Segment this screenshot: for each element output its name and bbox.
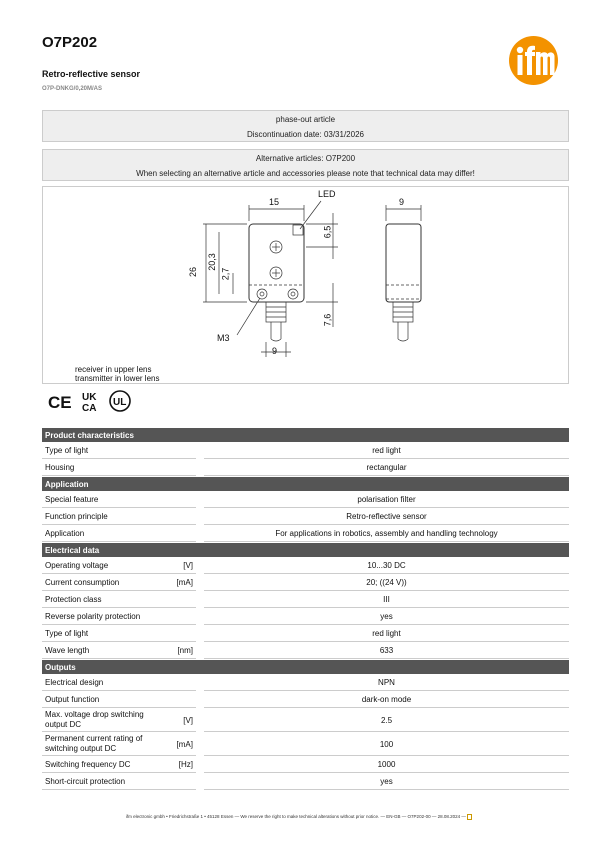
spec-value: dark-on mode <box>204 692 569 708</box>
dim-cable-9: 9 <box>272 346 278 356</box>
spec-unit: [Hz] <box>168 757 196 773</box>
spec-gap <box>196 592 204 608</box>
svg-text:UK: UK <box>82 392 97 403</box>
caption-receiver: receiver in upper lens <box>75 365 152 374</box>
spec-row <box>42 675 569 691</box>
spec-value: 633 <box>204 643 569 659</box>
dim-height-26: 26 <box>188 266 199 278</box>
spec-name: Housing <box>42 460 168 476</box>
spec-gap <box>196 733 204 756</box>
section-header <box>42 543 569 557</box>
spec-name: Short-circuit protection <box>42 774 168 790</box>
spec-value: 2.5 <box>204 709 569 732</box>
spec-value: yes <box>204 774 569 790</box>
spec-row <box>42 709 569 732</box>
section-title: Outputs <box>42 660 569 674</box>
spec-row <box>42 526 569 542</box>
spec-unit <box>168 692 196 708</box>
spec-value: NPN <box>204 675 569 691</box>
phase-out-notice <box>42 110 569 142</box>
spec-name: Operating voltage <box>42 558 168 574</box>
spec-gap <box>196 509 204 525</box>
spec-unit <box>168 460 196 476</box>
spec-value: yes <box>204 609 569 625</box>
svg-text:CA: CA <box>82 403 97 414</box>
spec-row <box>42 692 569 708</box>
spec-name: Type of light <box>42 443 168 459</box>
spec-unit <box>168 443 196 459</box>
spec-name: Wave length <box>42 643 168 659</box>
ce-mark: CE <box>48 393 72 412</box>
product-subtitle: Retro-reflective sensor <box>42 69 141 79</box>
section-header <box>42 428 569 442</box>
dim-2-7: 2,7 <box>220 267 231 281</box>
dim-side-width-9: 9 <box>399 197 405 207</box>
spec-name: Electrical design <box>42 675 168 691</box>
spec-row <box>42 774 569 790</box>
certification-marks <box>48 389 138 420</box>
spec-name: Max. voltage drop switching output DC <box>42 709 168 732</box>
spec-unit: [mA] <box>168 575 196 591</box>
spec-unit <box>168 675 196 691</box>
spec-value: III <box>204 592 569 608</box>
spec-gap <box>196 443 204 459</box>
spec-value: red light <box>204 443 569 459</box>
spec-gap <box>196 626 204 642</box>
section-title: Application <box>42 477 569 491</box>
spec-unit <box>168 509 196 525</box>
discontinuation-date: Discontinuation date: 03/31/2026 <box>247 130 364 139</box>
dim-7-6: 7,6 <box>322 313 333 327</box>
spec-value: For applications in robotics, assembly and handling technology <box>204 526 569 542</box>
spec-name: Protection class <box>42 592 168 608</box>
spec-gap <box>196 558 204 574</box>
page-link-icon[interactable] <box>467 814 472 820</box>
spec-value: Retro-reflective sensor <box>204 509 569 525</box>
spec-unit: [mA] <box>168 733 196 756</box>
spec-unit <box>168 774 196 790</box>
svg-text:UL: UL <box>113 397 127 408</box>
section-title: Product characteristics <box>42 428 569 442</box>
alternative-warning: When selecting an alternative article and accessories please note that technical data may differ! <box>136 169 475 178</box>
product-code: O7P-DNKG/0,20M/AS <box>42 86 103 92</box>
spec-row <box>42 609 569 625</box>
spec-value: 10...30 DC <box>204 558 569 574</box>
section-header <box>42 660 569 674</box>
spec-gap <box>196 692 204 708</box>
spec-name: Output function <box>42 692 168 708</box>
spec-unit <box>168 526 196 542</box>
spec-gap <box>196 675 204 691</box>
spec-gap <box>196 575 204 591</box>
spec-value: polarisation filter <box>204 492 569 508</box>
spec-unit: [V] <box>168 558 196 574</box>
spec-row <box>42 575 569 591</box>
spec-row <box>42 492 569 508</box>
spec-name: Current consumption <box>42 575 168 591</box>
spec-gap <box>196 609 204 625</box>
spec-value: 20; ((24 V)) <box>204 575 569 591</box>
dim-m3: M3 <box>217 333 230 343</box>
section-title: Electrical data <box>42 543 569 557</box>
spec-gap <box>196 757 204 773</box>
spec-row <box>42 509 569 525</box>
spec-value: 100 <box>204 733 569 756</box>
spec-gap <box>196 643 204 659</box>
spec-value: 1000 <box>204 757 569 773</box>
dim-width-15: 15 <box>269 197 280 207</box>
spec-value: red light <box>204 626 569 642</box>
spec-unit: [V] <box>168 709 196 732</box>
spec-name: Type of light <box>42 626 168 642</box>
spec-unit <box>168 492 196 508</box>
dimension-drawing <box>42 186 569 384</box>
spec-value: rectangular <box>204 460 569 476</box>
spec-name: Special feature <box>42 492 168 508</box>
dim-20-3: 20,3 <box>206 253 217 271</box>
alternative-notice <box>42 149 569 181</box>
spec-gap <box>196 774 204 790</box>
spec-unit <box>168 592 196 608</box>
spec-row <box>42 757 569 773</box>
spec-unit: [nm] <box>168 643 196 659</box>
caption-transmitter: transmitter in lower lens <box>75 374 160 383</box>
spec-row <box>42 443 569 459</box>
spec-row <box>42 626 569 642</box>
section-header <box>42 477 569 491</box>
alternative-articles: Alternative articles: O7P200 <box>255 154 356 163</box>
spec-name: Application <box>42 526 168 542</box>
product-title: O7P202 <box>42 34 98 51</box>
page-footer <box>0 814 598 820</box>
spec-row <box>42 592 569 608</box>
spec-name: Reverse polarity protection <box>42 609 168 625</box>
spec-row <box>42 460 569 476</box>
spec-gap <box>196 460 204 476</box>
spec-unit <box>168 626 196 642</box>
spec-gap <box>196 492 204 508</box>
footer-text: ifm electronic gmbh • Friedrichstraße 1 • 45128 Essen — We reserve the right to make technical alterations without prior notice. — EN-GB — O7P202-00 — 28.08.2024 — <box>125 814 466 820</box>
spec-unit <box>168 609 196 625</box>
spec-row <box>42 558 569 574</box>
spec-name: Permanent current rating of switching output DC <box>42 733 168 756</box>
spec-table <box>42 427 569 791</box>
spec-name: Switching frequency DC <box>42 757 168 773</box>
spec-row <box>42 733 569 756</box>
spec-gap <box>196 709 204 732</box>
spec-gap <box>196 526 204 542</box>
dim-6-5: 6,5 <box>322 225 333 239</box>
dim-led: LED <box>318 189 336 199</box>
spec-name: Function principle <box>42 509 168 525</box>
spec-row <box>42 643 569 659</box>
phase-out-text: phase-out article <box>275 115 336 124</box>
ifm-logo <box>509 36 558 85</box>
